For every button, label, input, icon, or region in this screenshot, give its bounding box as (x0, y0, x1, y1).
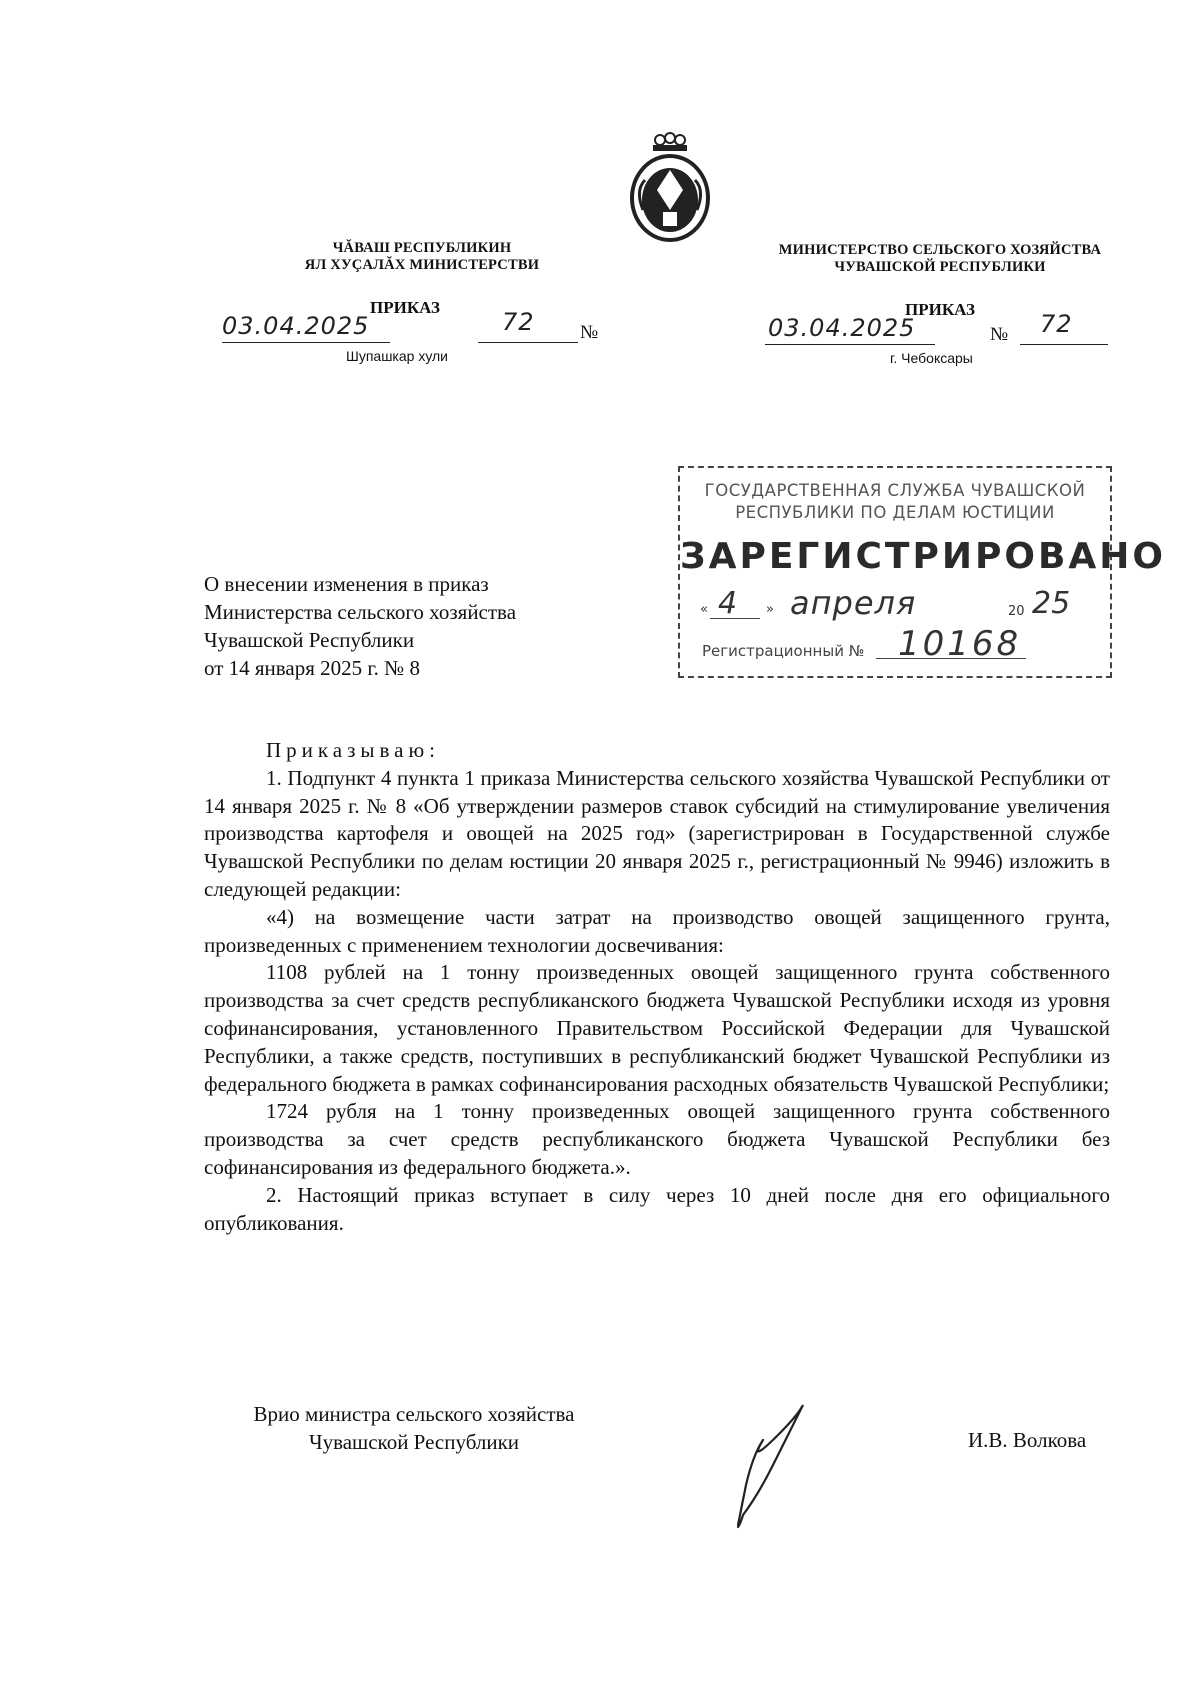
stamp-day: 4 (718, 586, 738, 621)
stamp-org-line-2: РЕСПУБЛИКИ ПО ДЕЛАМ ЮСТИЦИИ (735, 503, 1055, 522)
title-line-3: Чувашской Республики (204, 628, 415, 652)
place-left: Шупашкар хули (346, 348, 449, 364)
handwritten-signature (718, 1395, 818, 1535)
stamp-year-prefix: 20 (1008, 604, 1025, 619)
number-sign-right: № (990, 324, 1009, 345)
stamp-year-suffix: 25 (1032, 586, 1071, 621)
number-left-underline (478, 342, 578, 343)
signatory-post (204, 1400, 624, 1456)
body-paragraph-3: 1108 рублей на 1 тонну произведенных овощей защищенного грунта собственного производства за счет средств республиканского бюджета Чувашской Республики исходя из уровня софинансирования, установленного Правительством Российской Федерации для Чувашской Республики, а также средств, поступивших в республиканский бюджет Чувашской Республики из федерального бюджета в рамках софинансирования расходных обязательств Чувашской Республики; (204, 960, 1110, 1096)
stamp-organization (680, 480, 1110, 524)
number-left: 72 (502, 308, 535, 336)
header-left-line-2: ЯЛ ХУÇАЛĂХ МИНИСТЕРСТВИ (304, 257, 540, 273)
title-line-1: О внесении изменения в приказ (204, 572, 489, 596)
stamp-registered-word: ЗАРЕГИСТРИРОВАНО (680, 536, 1166, 577)
registration-stamp (678, 466, 1166, 678)
stamp-day-underline (710, 618, 760, 619)
number-right-underline (1020, 344, 1108, 345)
coat-of-arms-emblem (625, 130, 715, 245)
body-intro: Приказываю: (266, 738, 440, 762)
number-sign-left: № (580, 322, 599, 343)
stamp-month: апреля (790, 584, 917, 622)
date-left: 03.04.2025 (222, 312, 370, 340)
signatory-post-line-2: Чувашской Республики (308, 1430, 520, 1454)
stamp-registration-number: 10168 (898, 624, 1022, 664)
prikaz-label-left: ПРИКАЗ (370, 298, 440, 317)
document-body (204, 737, 1110, 1237)
header-left-ministry (262, 240, 582, 274)
title-line-2: Министерства сельского хозяйства (204, 600, 517, 624)
body-paragraph-2: «4) на возмещение части затрат на производство овощей защищенного грунта, произведенных с применением технологии досвечивания: (204, 904, 1110, 957)
date-right: 03.04.2025 (768, 314, 916, 342)
signatory-name: И.В. Волкова (968, 1428, 1087, 1452)
title-line-4: от 14 января 2025 г. № 8 (204, 656, 420, 680)
body-paragraph-5: 2. Настоящий приказ вступает в силу через 10 дней после дня его официального опубликования. (204, 1182, 1110, 1235)
stamp-registration-label: Регистрационный № (702, 642, 865, 660)
date-left-underline (222, 342, 390, 343)
prikaz-label-right: ПРИКАЗ (905, 300, 975, 319)
document-title (204, 570, 624, 682)
number-right: 72 (1040, 310, 1073, 338)
stamp-org-line-1: ГОСУДАРСТВЕННАЯ СЛУЖБА ЧУВАШСКОЙ (704, 481, 1086, 500)
header-right-line-1: МИНИСТЕРСТВО СЕЛЬСКОГО ХОЗЯЙСТВА (778, 242, 1102, 258)
header-right-ministry (760, 242, 1120, 276)
place-right: г. Чебоксары (890, 350, 973, 366)
signatory-post-line-1: Врио министра сельского хозяйства (253, 1402, 575, 1426)
stamp-quote-open: « (700, 602, 708, 617)
stamp-registration-underline (876, 658, 1026, 659)
body-paragraph-1: 1. Подпункт 4 пункта 1 приказа Министерства сельского хозяйства Чувашской Республики от 14 января 2025 г. № 8 «Об утверждении размеров ставок субсидий на стимулирование увеличения производства картофеля и овощей на 2025 год» (зарегистрирован в Государственной службе Чувашской Республики по делам юстиции 20 января 2025 г., регистрационный № 9946) изложить в следующей редакции: (204, 765, 1110, 901)
body-paragraph-4: 1724 рубля на 1 тонну произведенных овощей защищенного грунта собственного производства за счет средств республиканского бюджета Чувашской Республики без софинансирования из федерального бюджета.». (204, 1099, 1110, 1179)
date-right-underline (765, 344, 935, 345)
header-right-line-2: ЧУВАШСКОЙ РЕСПУБЛИКИ (834, 259, 1046, 275)
stamp-quote-close: » (766, 602, 774, 617)
header-left-line-1: ЧĂВАШ РЕСПУБЛИКИН (332, 240, 512, 256)
